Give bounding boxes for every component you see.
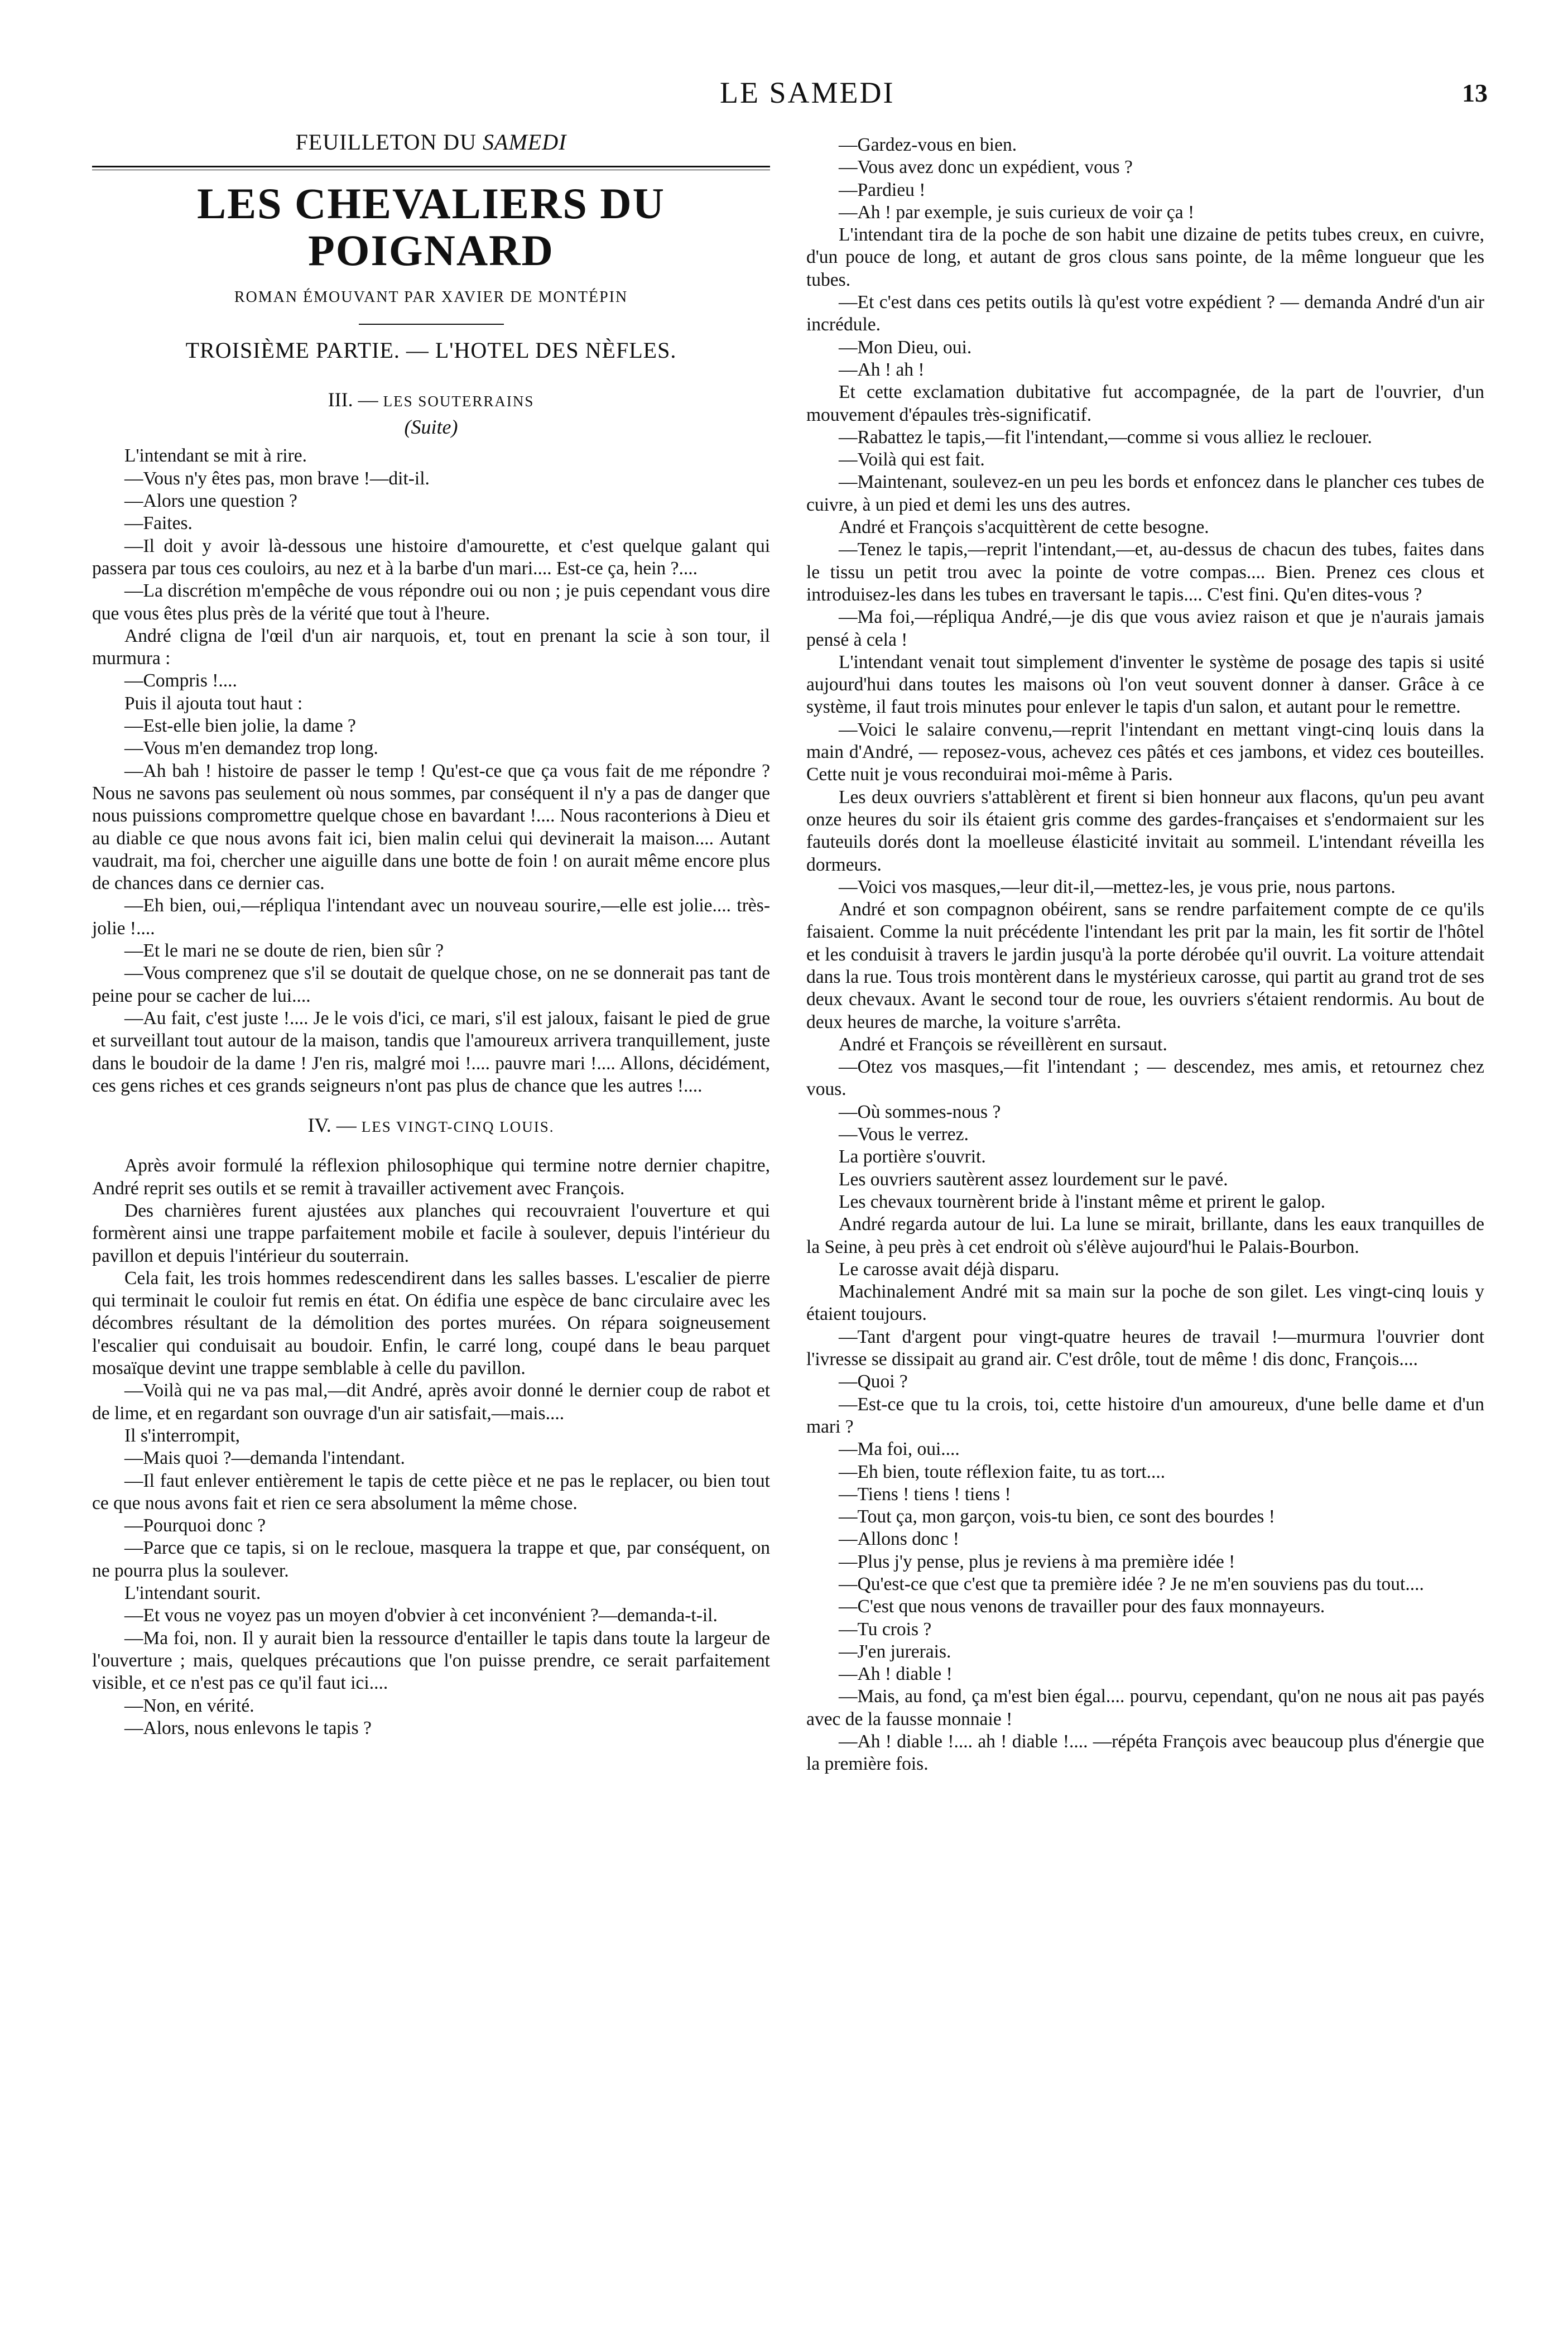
paragraph: —Pourquoi donc ? bbox=[124, 1515, 266, 1536]
paragraph: —Rabattez le tapis,—fit l'intendant,—comme si vous alliez le reclouer. bbox=[839, 426, 1372, 448]
paragraph: —Eh bien, oui,—répliqua l'intendant avec un nouveau sourire,—elle est jolie.... très-jolie !.... bbox=[92, 895, 770, 939]
paragraph: —Vous m'en demandez trop long. bbox=[124, 738, 378, 759]
paragraph: —Ah ! diable !.... ah ! diable !.... —répéta François avec beaucoup plus d'énergie que la première fois. bbox=[806, 1731, 1484, 1775]
paragraph: Après avoir formulé la réflexion philosophique qui termine notre dernier chapitre, André reprit ses outils et se remit à travailler activement avec François. bbox=[92, 1155, 770, 1199]
paragraph: —Ah bah ! histoire de passer le temp ! Qu'est-ce que ça vous fait de me répondre ? Nous ne savons pas seulement où nous sommes, par conséquent il n'y a pas de danger que nous puissions compromettre quelque chose en bavardant !.... Nous raconterions à Dieu et au diable ce que nous avons fait ici, bien malin celui qui devinerait la maison.... Autant vaudrait, ma foi, chercher une aiguille dans une botte de foin ! on aurait même encore plus de chances dans ce dernier cas. bbox=[92, 760, 770, 894]
paragraph: André et François s'acquittèrent de cette besogne. bbox=[839, 517, 1209, 538]
left-column bbox=[92, 131, 770, 1740]
paragraph: —La discrétion m'empêche de vous répondre oui ou non ; je puis cependant vous dire que vous êtes plus près de la vérité que tout à l'heure. bbox=[92, 580, 770, 624]
paragraph: André regarda autour de lui. La lune se mirait, brillante, dans les eaux tranquilles de la Seine, à peu près à cet endroit où s'élève aujourd'hui le Palais-Bourbon. bbox=[806, 1214, 1484, 1257]
journal-name: LE SAMEDI bbox=[720, 76, 895, 109]
short-rule bbox=[359, 324, 504, 325]
chapter-3-title bbox=[92, 388, 770, 412]
paragraph: Puis il ajouta tout haut : bbox=[124, 693, 303, 714]
paragraph: —Vous n'y êtes pas, mon brave !—dit-il. bbox=[124, 468, 430, 489]
chapter-4-name: LES VINGT-CINQ LOUIS. bbox=[361, 1118, 555, 1136]
paragraph: —Et c'est dans ces petits outils là qu'est votre expédient ? — demanda André d'un air incrédule. bbox=[806, 292, 1484, 335]
paragraph: —Tant d'argent pour vingt-quatre heures de travail !—murmura l'ouvrier dont l'ivresse se dissipait au grand air. C'est drôle, tout de même ! dis donc, François.... bbox=[806, 1326, 1484, 1370]
paragraph: —Qu'est-ce que c'est que ta première idée ? Je ne m'en souviens pas du tout.... bbox=[839, 1574, 1424, 1594]
novel-title: LES CHEVALIERS DU POIGNARD bbox=[197, 179, 665, 275]
paragraph: —Est-elle bien jolie, la dame ? bbox=[124, 715, 356, 737]
chapter-3-body bbox=[92, 445, 770, 1097]
page-header bbox=[0, 0, 1568, 145]
paragraph: —C'est que nous venons de travailler pour des faux monnayeurs. bbox=[839, 1596, 1325, 1617]
paragraph: —Vous le verrez. bbox=[839, 1124, 969, 1145]
chapter-4-number: IV. — bbox=[307, 1114, 357, 1137]
paragraph: —Ah ! diable ! bbox=[839, 1664, 953, 1685]
paragraph: —Ma foi, non. Il y aurait bien la ressource d'entailler le tapis dans toute la largeur de l'ouverture ; mais, quelques précautions que l'on puisse prendre, ce serait parfaitement visible, et ce n'est pas ce qu'il faut ici.... bbox=[92, 1627, 770, 1694]
paragraph: Les chevaux tournèrent bride à l'instant même et prirent le galop. bbox=[839, 1191, 1326, 1212]
paragraph: —Alors une question ? bbox=[124, 491, 297, 512]
paragraph: —Maintenant, soulevez-en un peu les bords et enfoncez dans le plancher ces tubes de cuivre, à un pied et demi les uns des autres. bbox=[806, 472, 1484, 515]
paragraph: Le carosse avait déjà disparu. bbox=[839, 1258, 1060, 1280]
right-column bbox=[806, 134, 1484, 1776]
paragraph: —Il faut enlever entièrement le tapis de cette pièce et ne pas le replacer, ou bien tout ce que nous avons fait et rien ce sera absolument la même chose. bbox=[92, 1470, 770, 1514]
paragraph: Cela fait, les trois hommes redescendirent dans les salles basses. L'escalier de pierre qui terminait le couloir fut remis en état. On édifia une espèce de banc circulaire avec les décombres résultant de la démolition des portes murées. On répara soigneusement l'escalier qui conduisait au boudoir. Enfin, le carré long, coupé dans le beau parquet mosaïque devint une trappe semblable à celle du pavillon. bbox=[92, 1267, 770, 1379]
paragraph: —Voici vos masques,—leur dit-il,—mettez-les, je vous prie, nous partons. bbox=[839, 876, 1396, 897]
paragraph: —Est-ce que tu la crois, toi, cette histoire d'un amoureux, d'une belle dame et d'un mari ? bbox=[806, 1394, 1484, 1437]
paragraph: —Voilà qui est fait. bbox=[839, 449, 985, 470]
paragraph: —Au fait, c'est juste !.... Je le vois d'ici, ce mari, s'il est jaloux, faisant le pied de grue et surveillant tout autour de la maison, tandis que l'amoureux arrivera tranquillement, juste dans le boudoir de la dame ! J'en ris, malgré moi !.... pauvre mari !.... Allons, décidément, ces gens riches et ces grands seigneurs n'ont pas plus de chance que les autres !.... bbox=[92, 1007, 770, 1096]
paragraph: Les deux ouvriers s'attablèrent et firent si bien honneur aux flacons, qu'un peu avant onze heures du soir ils étaient gris comme des gardes-françaises et s'endormaient sur les fauteuils dorés dont la moelleuse élasticité invitait au sommeil. L'intendant réveilla les dormeurs. bbox=[806, 786, 1484, 875]
paragraph: André et son compagnon obéirent, sans se rendre parfaitement compte de ce qu'ils faisaient. Comme la nuit précédente l'intendant les prit par la main, les fit sortir de l'hôtel et les conduisit à travers le jardin jusqu'à la porte dérobée qu'il ouvrit. La voiture attendait dans la rue. Tous trois montèrent dans le mystérieux carosse, qui partit au grand trot de ses deux chevaux. Avant le second tour de roue, les ouvriers s'étaient rendormis. Au bout de deux heures de marche, la voiture s'arrêta. bbox=[806, 899, 1484, 1032]
paragraph: Et cette exclamation dubitative fut accompagnée, de la part de l'ouvrier, d'un mouvement d'épaules très-significatif. bbox=[806, 382, 1484, 425]
paragraph: —J'en jurerais. bbox=[839, 1641, 951, 1662]
paragraph: —Allons donc ! bbox=[839, 1529, 959, 1550]
paragraph: —Mon Dieu, oui. bbox=[839, 337, 972, 358]
feuilleton-heading bbox=[92, 131, 770, 153]
paragraph: Il s'interrompit, bbox=[124, 1425, 241, 1446]
paragraph: —Où sommes-nous ? bbox=[839, 1101, 1001, 1122]
chapter-4-title bbox=[92, 1114, 770, 1138]
paragraph: —Voilà qui ne va pas mal,—dit André, après avoir donné le dernier coup de rabot et de lime, et en regardant son ouvrage d'un air satisfait,—mais.... bbox=[92, 1380, 770, 1424]
paragraph: —Et vous ne voyez pas un moyen d'obvier à cet inconvénient ?—demanda-t-il. bbox=[124, 1605, 718, 1626]
paragraph: L'intendant sourit. bbox=[124, 1583, 261, 1604]
paragraph: —Ma foi,—répliqua André,—je dis que vous aviez raison et que je n'aurais jamais pensé à cela ! bbox=[806, 607, 1484, 650]
chapter-4-body bbox=[92, 1155, 770, 1740]
chapter-3-number: III. — bbox=[328, 388, 378, 411]
paragraph: —Compris !.... bbox=[124, 670, 237, 691]
paragraph: L'intendant venait tout simplement d'inventer le système de posage des tapis si usité aujourd'hui dans toutes les maisons où l'on veut souvent donner à danser. Grâce à ce système, il faut trois minutes pour enlever le tapis d'un salon, et autant pour le remettre. bbox=[806, 651, 1484, 718]
paragraph: L'intendant tira de la poche de son habit une dizaine de petits tubes creux, en cuivre, d'un pouce de long, et autant de gros clous sans pointe, de la même longueur que les tubes. bbox=[806, 224, 1484, 290]
page-number: 13 bbox=[1462, 79, 1488, 107]
paragraph: —Plus j'y pense, plus je reviens à ma première idée ! bbox=[839, 1551, 1235, 1572]
paragraph: —Voici le salaire convenu,—reprit l'intendant en mettant vingt-cinq louis dans la main d'André, — reposez-vous, achevez ces pâtés et ces jambons, et videz ces bouteilles. Cette nuit je vous reconduirai moi-même à Paris. bbox=[806, 719, 1484, 785]
paragraph: Machinalement André mit sa main sur la poche de son gilet. Les vingt-cinq louis y étaient toujours. bbox=[806, 1281, 1484, 1325]
paragraph: —Ah ! par exemple, je suis curieux de voir ça ! bbox=[839, 201, 1195, 223]
paragraph: —Ah ! ah ! bbox=[839, 359, 925, 380]
paragraph: —Mais quoi ?—demanda l'intendant. bbox=[124, 1448, 405, 1469]
paragraph: —Quoi ? bbox=[839, 1371, 908, 1392]
paragraph: —Vous comprenez que s'il se doutait de quelque chose, on ne se donnerait pas tant de peine pour se cacher de lui.... bbox=[92, 963, 770, 1006]
paragraph: —Gardez-vous en bien. bbox=[839, 134, 1017, 155]
paragraph: —Eh bien, toute réflexion faite, tu as tort.... bbox=[839, 1461, 1166, 1482]
chapter-3-suite: (Suite) bbox=[404, 416, 458, 439]
paragraph: Les ouvriers sautèrent assez lourdement sur le pavé. bbox=[839, 1169, 1228, 1190]
paragraph: —Tenez le tapis,—reprit l'intendant,—et, au-dessus de chacun des tubes, faites dans le tissu un petit trou avec la pointe de votre compas.... Bien. Prenez ces clous et introduisez-les dans les tubes en traversant le tapis.... C'est fini. Qu'en dites-vous ? bbox=[806, 539, 1484, 605]
paragraph: Des charnières furent ajustées aux planches qui recouvraient l'ouverture et qui formèrent ainsi une trappe parfaitement mobile et facile à soulever, depuis l'intérieur du pavillon et depuis l'intérieur du souterrain. bbox=[92, 1200, 770, 1266]
double-rule bbox=[92, 166, 770, 170]
paragraph: L'intendant se mit à rire. bbox=[124, 445, 307, 467]
paragraph: —Otez vos masques,—fit l'intendant ; — descendez, mes amis, et retournez chez vous. bbox=[806, 1056, 1484, 1100]
part-title: TROISIÈME PARTIE. — L'HOTEL DES NÈFLES. bbox=[185, 337, 677, 363]
paragraph: André et François se réveillèrent en sursaut. bbox=[839, 1034, 1167, 1055]
paragraph: André cligna de l'œil d'un air narquois, et, tout en prenant la scie à son tour, il murmura : bbox=[92, 625, 770, 669]
chapter-3-name: LES SOUTERRAINS bbox=[383, 392, 535, 410]
paragraph: —Tu crois ? bbox=[839, 1618, 932, 1640]
novel-subtitle: ROMAN ÉMOUVANT PAR XAVIER DE MONTÉPIN bbox=[234, 289, 628, 306]
feuilleton-prefix: FEUILLETON DU bbox=[295, 129, 477, 155]
paragraph: —Et le mari ne se doute de rien, bien sûr ? bbox=[124, 940, 444, 962]
paragraph: —Pardieu ! bbox=[839, 179, 926, 200]
paragraph: —Vous avez donc un expédient, vous ? bbox=[839, 157, 1133, 178]
paragraph: —Tout ça, mon garçon, vois-tu bien, ce sont des bourdes ! bbox=[839, 1506, 1275, 1527]
paragraph: —Ma foi, oui.... bbox=[839, 1439, 960, 1460]
feuilleton-journal: SAMEDI bbox=[483, 129, 567, 155]
paragraph: —Non, en vérité. bbox=[124, 1695, 254, 1716]
paragraph: —Faites. bbox=[124, 513, 193, 534]
paragraph: —Mais, au fond, ça m'est bien égal.... pourvu, cependant, qu'on ne nous ait pas payés avec de la fausse monnaie ! bbox=[806, 1686, 1484, 1730]
paragraph: —Parce que ce tapis, si on le recloue, masquera la trappe et que, par conséquent, on ne pourra plus la soulever. bbox=[92, 1538, 770, 1581]
paragraph: —Tiens ! tiens ! tiens ! bbox=[839, 1483, 1011, 1505]
paragraph: —Il doit y avoir là-dessous une histoire d'amourette, et c'est quelque galant qui passera par tous ces couloirs, au nez et à la barbe d'un mari.... Est-ce ça, hein ?.... bbox=[92, 535, 770, 579]
right-column-body bbox=[806, 134, 1484, 1776]
paragraph: —Alors, nous enlevons le tapis ? bbox=[124, 1717, 372, 1738]
paragraph: La portière s'ouvrit. bbox=[839, 1146, 986, 1168]
